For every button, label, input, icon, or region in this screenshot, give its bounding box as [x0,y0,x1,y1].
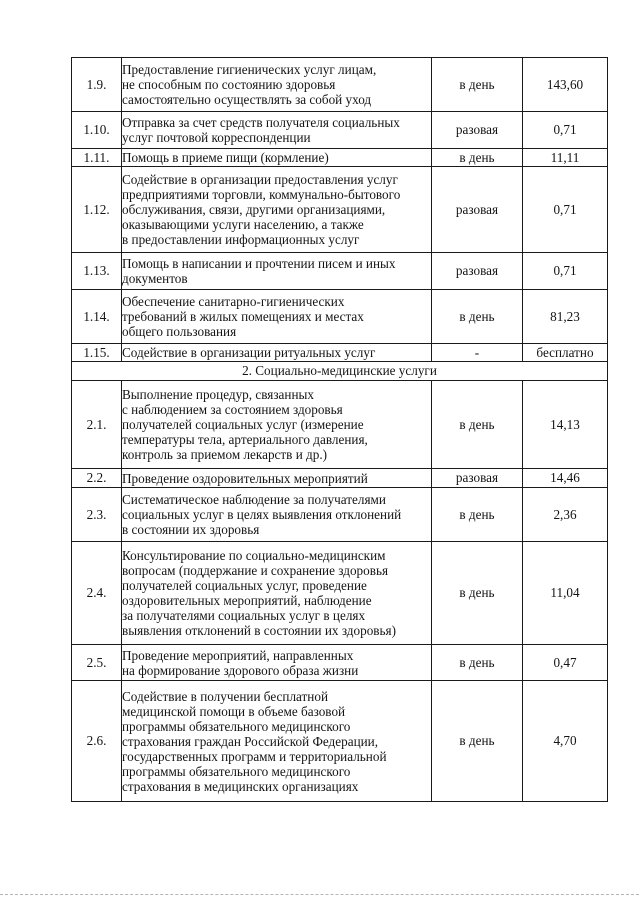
service-period: в день [432,488,523,542]
description-line: Отправка за счет средств получателя социальных [122,115,400,130]
description-line: выявления отклонений в состоянии их здоровья) [122,623,396,638]
description-line: Содействие в организации предоставления услуг [122,172,398,187]
description-line: не способным по состоянию здоровья [122,77,336,92]
description-line: за получателями социальных услуг в целях [122,608,366,623]
description-line: предприятиями торговли, коммунально-бытового [122,187,401,202]
service-period: разовая [432,253,523,290]
description-line: Содействие в получении бесплатной [122,688,329,704]
table-row [72,290,608,344]
service-description [122,645,432,681]
service-period: в день [432,681,523,802]
service-number: 2.6. [72,681,122,802]
table-row [72,149,608,167]
service-description [122,112,432,149]
table-row [72,645,608,681]
service-description [122,381,432,469]
description-line: оздоровительных мероприятий, наблюдение [122,593,372,608]
service-price: 0,71 [523,167,608,253]
description-line: страхования в медицинских организациях [122,778,359,794]
service-period: в день [432,149,523,167]
description-line: государственных программ и территориальной [122,748,387,764]
service-period: в день [432,381,523,469]
service-period: в день [432,645,523,681]
page-bottom-divider [0,894,639,895]
description-line: вопросам (поддержание и сохранение здоровья [122,563,389,578]
service-number: 2.5. [72,645,122,681]
table-row [72,58,608,112]
table-row [72,344,608,362]
table-row [72,112,608,149]
service-description [122,344,432,362]
service-number: 1.9. [72,58,122,112]
service-number: 2.3. [72,488,122,542]
service-number: 1.11. [72,149,122,167]
service-description [122,488,432,542]
service-number: 1.13. [72,253,122,290]
service-price: 0,71 [523,253,608,290]
service-period: разовая [432,469,523,488]
service-description [122,542,432,645]
services-tariff-table [71,57,608,802]
description-line: документов [122,271,188,286]
description-line: Предоставление гигиенических услуг лицам, [122,62,377,77]
service-price: 14,46 [523,469,608,488]
description-line: Проведение оздоровительных мероприятий [122,470,368,486]
description-line: получателей социальных услуг (измерение [122,417,364,432]
description-line: Консультирование по социально-медицинским [122,548,386,563]
description-line: Выполнение процедур, связанных [122,387,314,402]
table-row [72,542,608,645]
service-price: 11,11 [523,149,608,167]
service-number: 1.14. [72,290,122,344]
description-line: Помощь в написании и прочтении писем и иных [122,256,396,271]
description-line: медицинской помощи в объеме базовой [122,703,346,719]
description-line: обслуживания, связи, другими организациями, [122,202,386,217]
description-line: страхования граждан Российской Федерации, [122,733,379,749]
service-price: 143,60 [523,58,608,112]
service-price: 0,71 [523,112,608,149]
table-row [72,253,608,290]
service-price: 11,04 [523,542,608,645]
service-period: разовая [432,167,523,253]
service-description [122,290,432,344]
description-line: самостоятельно осуществлять за собой уход [122,92,372,107]
service-number: 1.10. [72,112,122,149]
service-description [122,253,432,290]
description-line: на формирование здорового образа жизни [122,662,359,678]
service-number: 1.15. [72,344,122,362]
service-description [122,149,432,167]
service-number: 2.1. [72,381,122,469]
section-header-row [72,362,608,381]
description-line: контроль за приемом лекарств и др.) [122,447,328,462]
service-description [122,58,432,112]
service-number: 2.4. [72,542,122,645]
description-line: Обеспечение санитарно-гигиенических [122,294,345,309]
service-price: 0,47 [523,645,608,681]
service-number: 2.2. [72,469,122,488]
description-line: программы обязательного медицинского [122,763,351,779]
description-line: социальных услуг в целях выявления отклонений [122,507,402,522]
service-description [122,681,432,802]
service-number: 1.12. [72,167,122,253]
table-row [72,167,608,253]
table-row [72,381,608,469]
description-line: Помощь в приеме пищи (кормление) [122,150,329,165]
service-price: 14,13 [523,381,608,469]
table-row [72,469,608,488]
description-line: оказывающими услуги населению, а также [122,217,364,232]
description-line: Систематическое наблюдение за получателями [122,492,386,507]
description-line: в предоставлении информационных услуг [122,232,360,247]
description-line: требований в жилых помещениях и местах [122,309,364,324]
service-period: в день [432,290,523,344]
table-row [72,488,608,542]
service-description [122,167,432,253]
description-line: температуры тела, артериального давления, [122,432,368,447]
service-description [122,469,432,488]
service-price: 4,70 [523,681,608,802]
description-line: услуг почтовой корреспонденции [122,130,311,145]
section-title: 2. Социально-медицинские услуги [72,362,608,381]
description-line: общего пользования [122,324,237,339]
service-price: бесплатно [523,344,608,362]
service-period: разовая [432,112,523,149]
service-price: 2,36 [523,488,608,542]
table-row [72,681,608,802]
description-line: Содействие в организации ритуальных услуг [122,345,376,360]
service-period: в день [432,58,523,112]
description-line: получателей социальных услуг, проведение [122,578,367,593]
description-line: Проведение мероприятий, направленных [122,647,354,663]
table-body [72,58,608,802]
service-period: в день [432,542,523,645]
description-line: с наблюдением за состоянием здоровья [122,402,343,417]
service-price: 81,23 [523,290,608,344]
description-line: в состоянии их здоровья [122,522,260,537]
service-period: - [432,344,523,362]
description-line: программы обязательного медицинского [122,718,351,734]
